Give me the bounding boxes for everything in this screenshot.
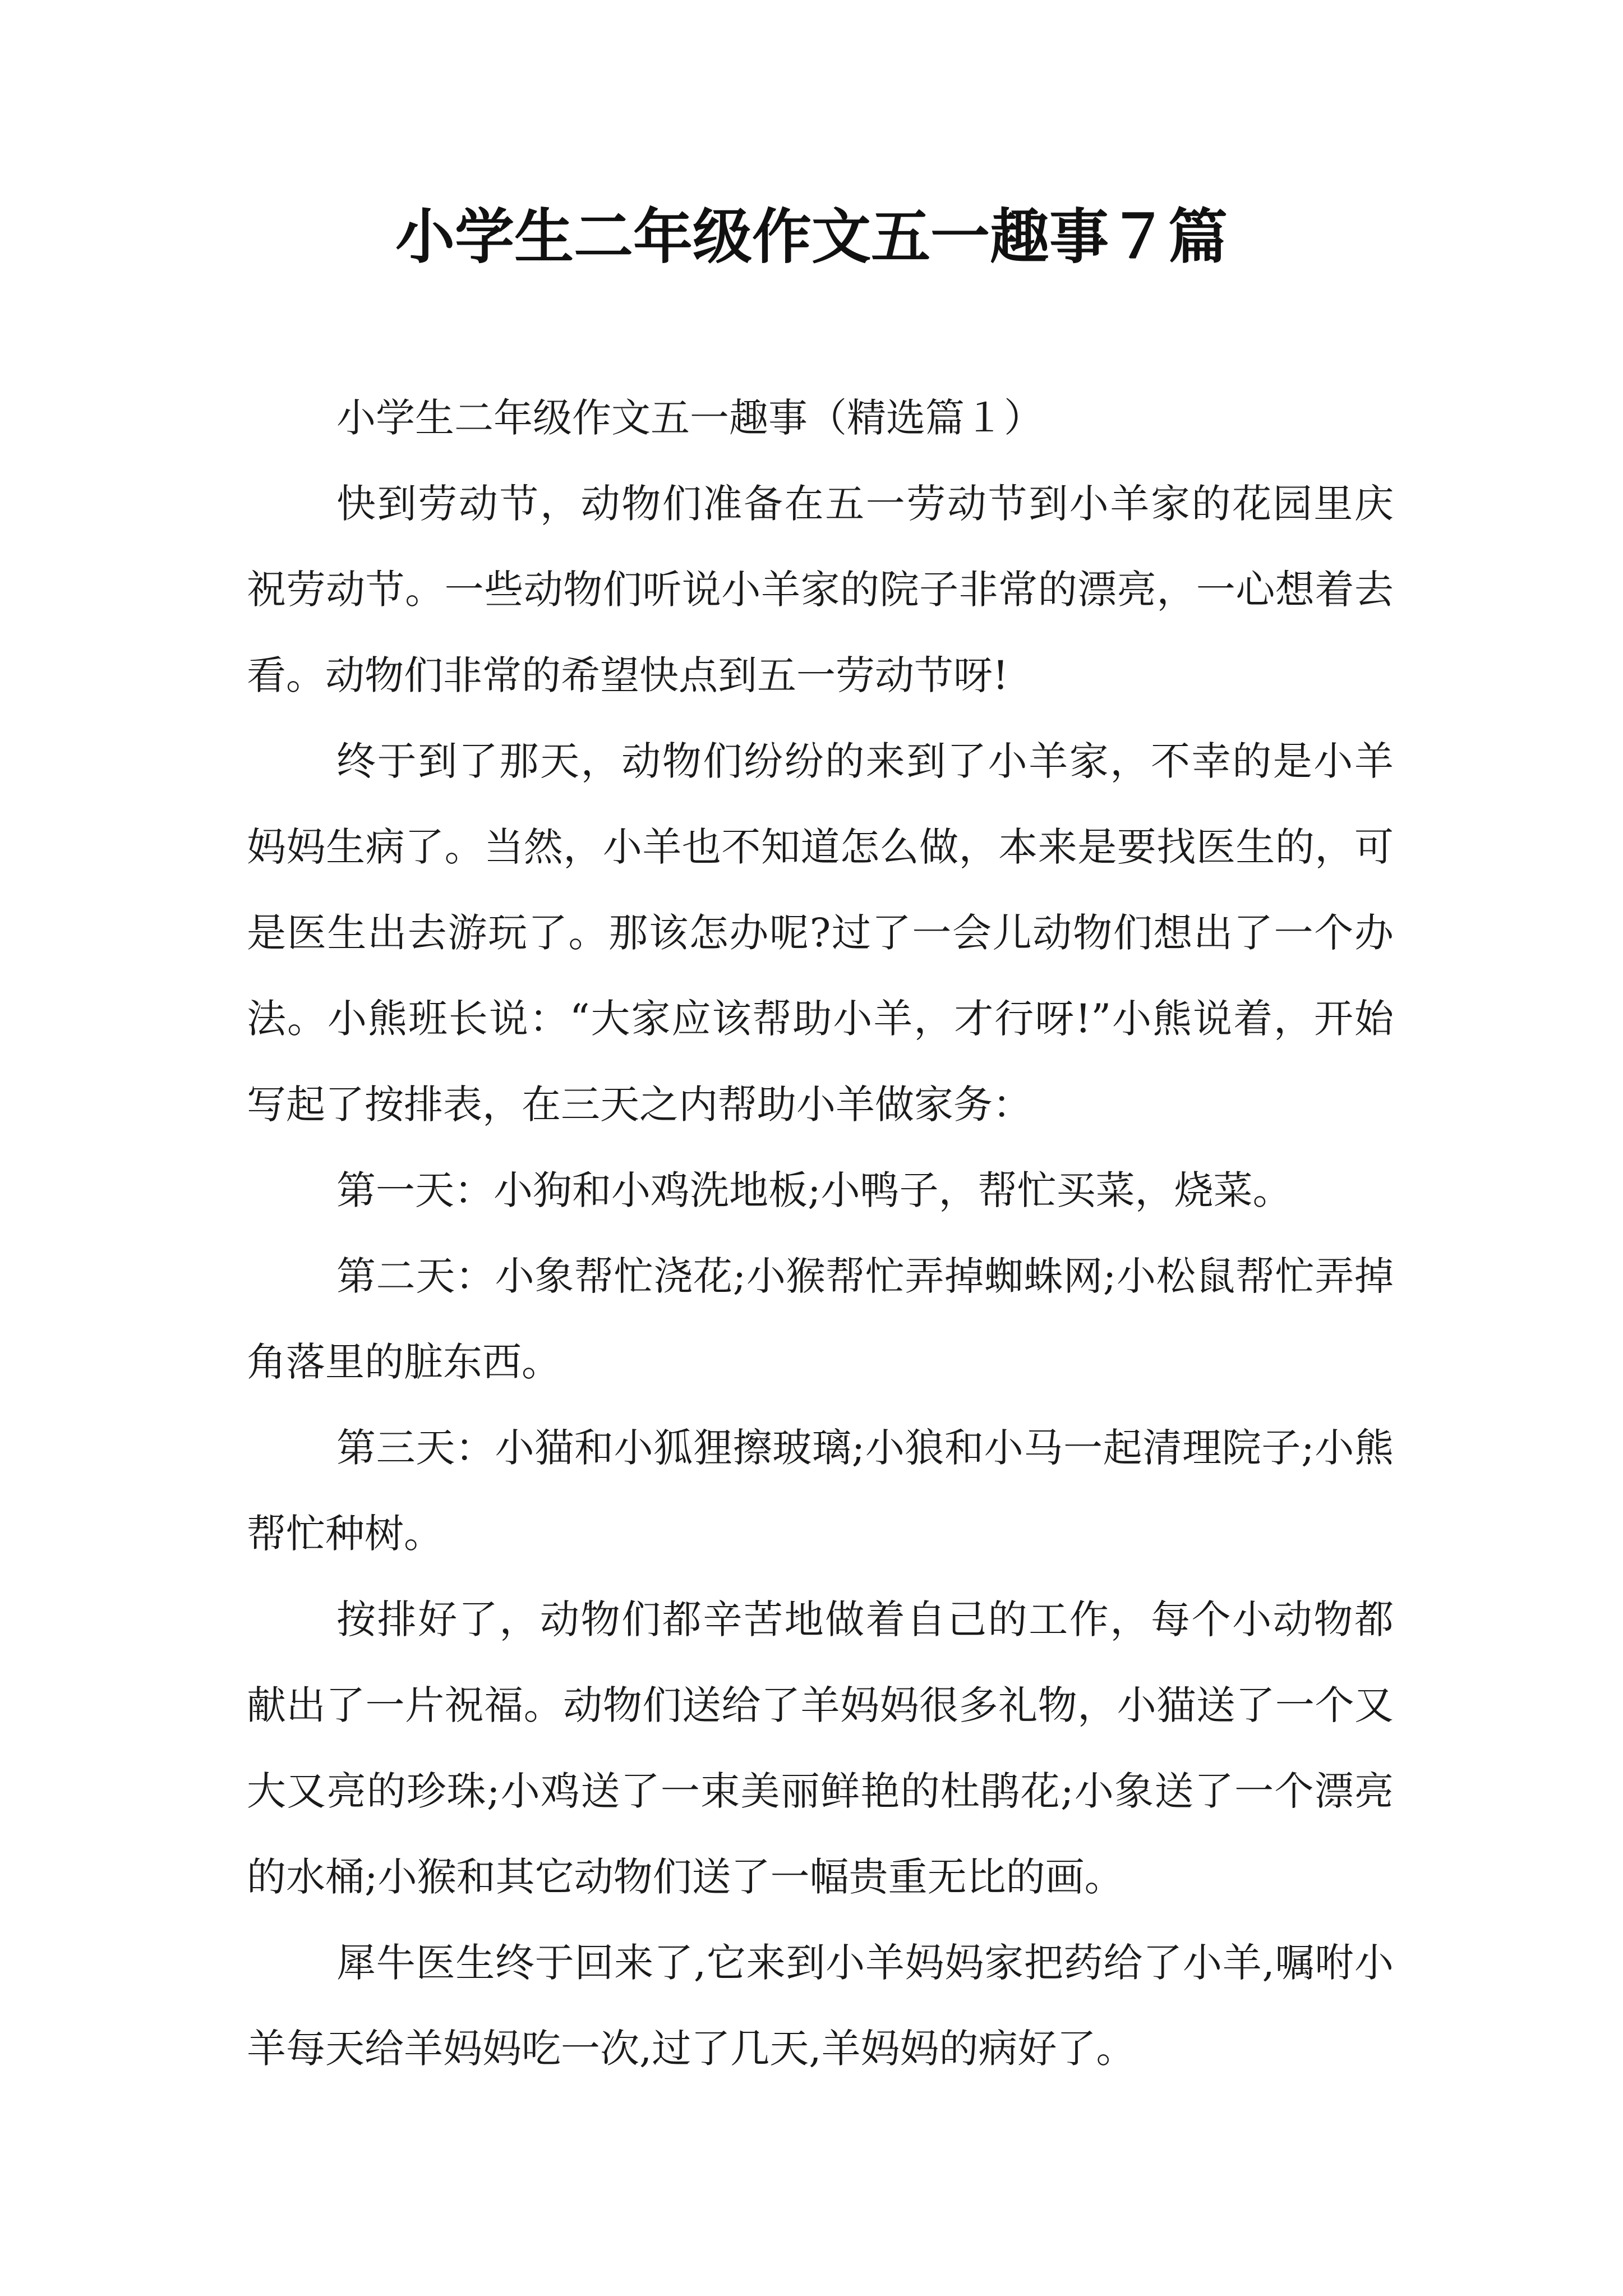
paragraph: 快到劳动节，动物们准备在五一劳动节到小羊家的花园里庆祝劳动节。一些动物们听说小羊家的院子非常的漂亮，一心想着去看。动物们非常的希望快点到五一劳动节呀! xyxy=(247,481,1394,698)
paragraph: 第一天：小狗和小鸡洗地板;小鸭子，帮忙买菜，烧菜。 xyxy=(336,1167,1292,1213)
document-title: 小学生二年级作文五一趣事７篇 xyxy=(395,201,1228,272)
section-heading: 小学生二年级作文五一趣事（精选篇１） xyxy=(336,395,1043,441)
paragraph: 第三天：小猫和小狐狸擦玻璃;小狼和小马一起清理院子;小熊帮忙种树。 xyxy=(247,1425,1394,1557)
paragraph: 第二天：小象帮忙浇花;小猴帮忙弄掉蜘蛛网;小松鼠帮忙弄掉角落里的脏东西。 xyxy=(247,1253,1394,1385)
paragraph: 按排好了，动物们都辛苦地做着自己的工作，每个小动物都献出了一片祝福。动物们送给了羊妈妈很多礼物，小猫送了一个又大又亮的珍珠;小鸡送了一束美丽鲜艳的杜鹃花;小象送了一个漂亮的水桶;小猴和其它动物们送了一幅贵重无比的画。 xyxy=(247,1596,1394,1900)
paragraph: 终于到了那天，动物们纷纷的来到了小羊家，不幸的是小羊妈妈生病了。当然，小羊也不知道怎么做，本来是要找医生的，可是医生出去游玩了。那该怎办呢?过了一会儿动物们想出了一个办法。小熊班长说：“大家应该帮助小羊，才行呀!”小熊说着，开始写起了按排表，在三天之内帮助小羊做家务： xyxy=(247,738,1394,1128)
paragraph: 犀牛医生终于回来了,它来到小羊妈妈家把药给了小羊,嘱咐小羊每天给羊妈妈吃一次,过了几天,羊妈妈的病好了。 xyxy=(247,1940,1394,2072)
document-body xyxy=(247,375,1394,2092)
